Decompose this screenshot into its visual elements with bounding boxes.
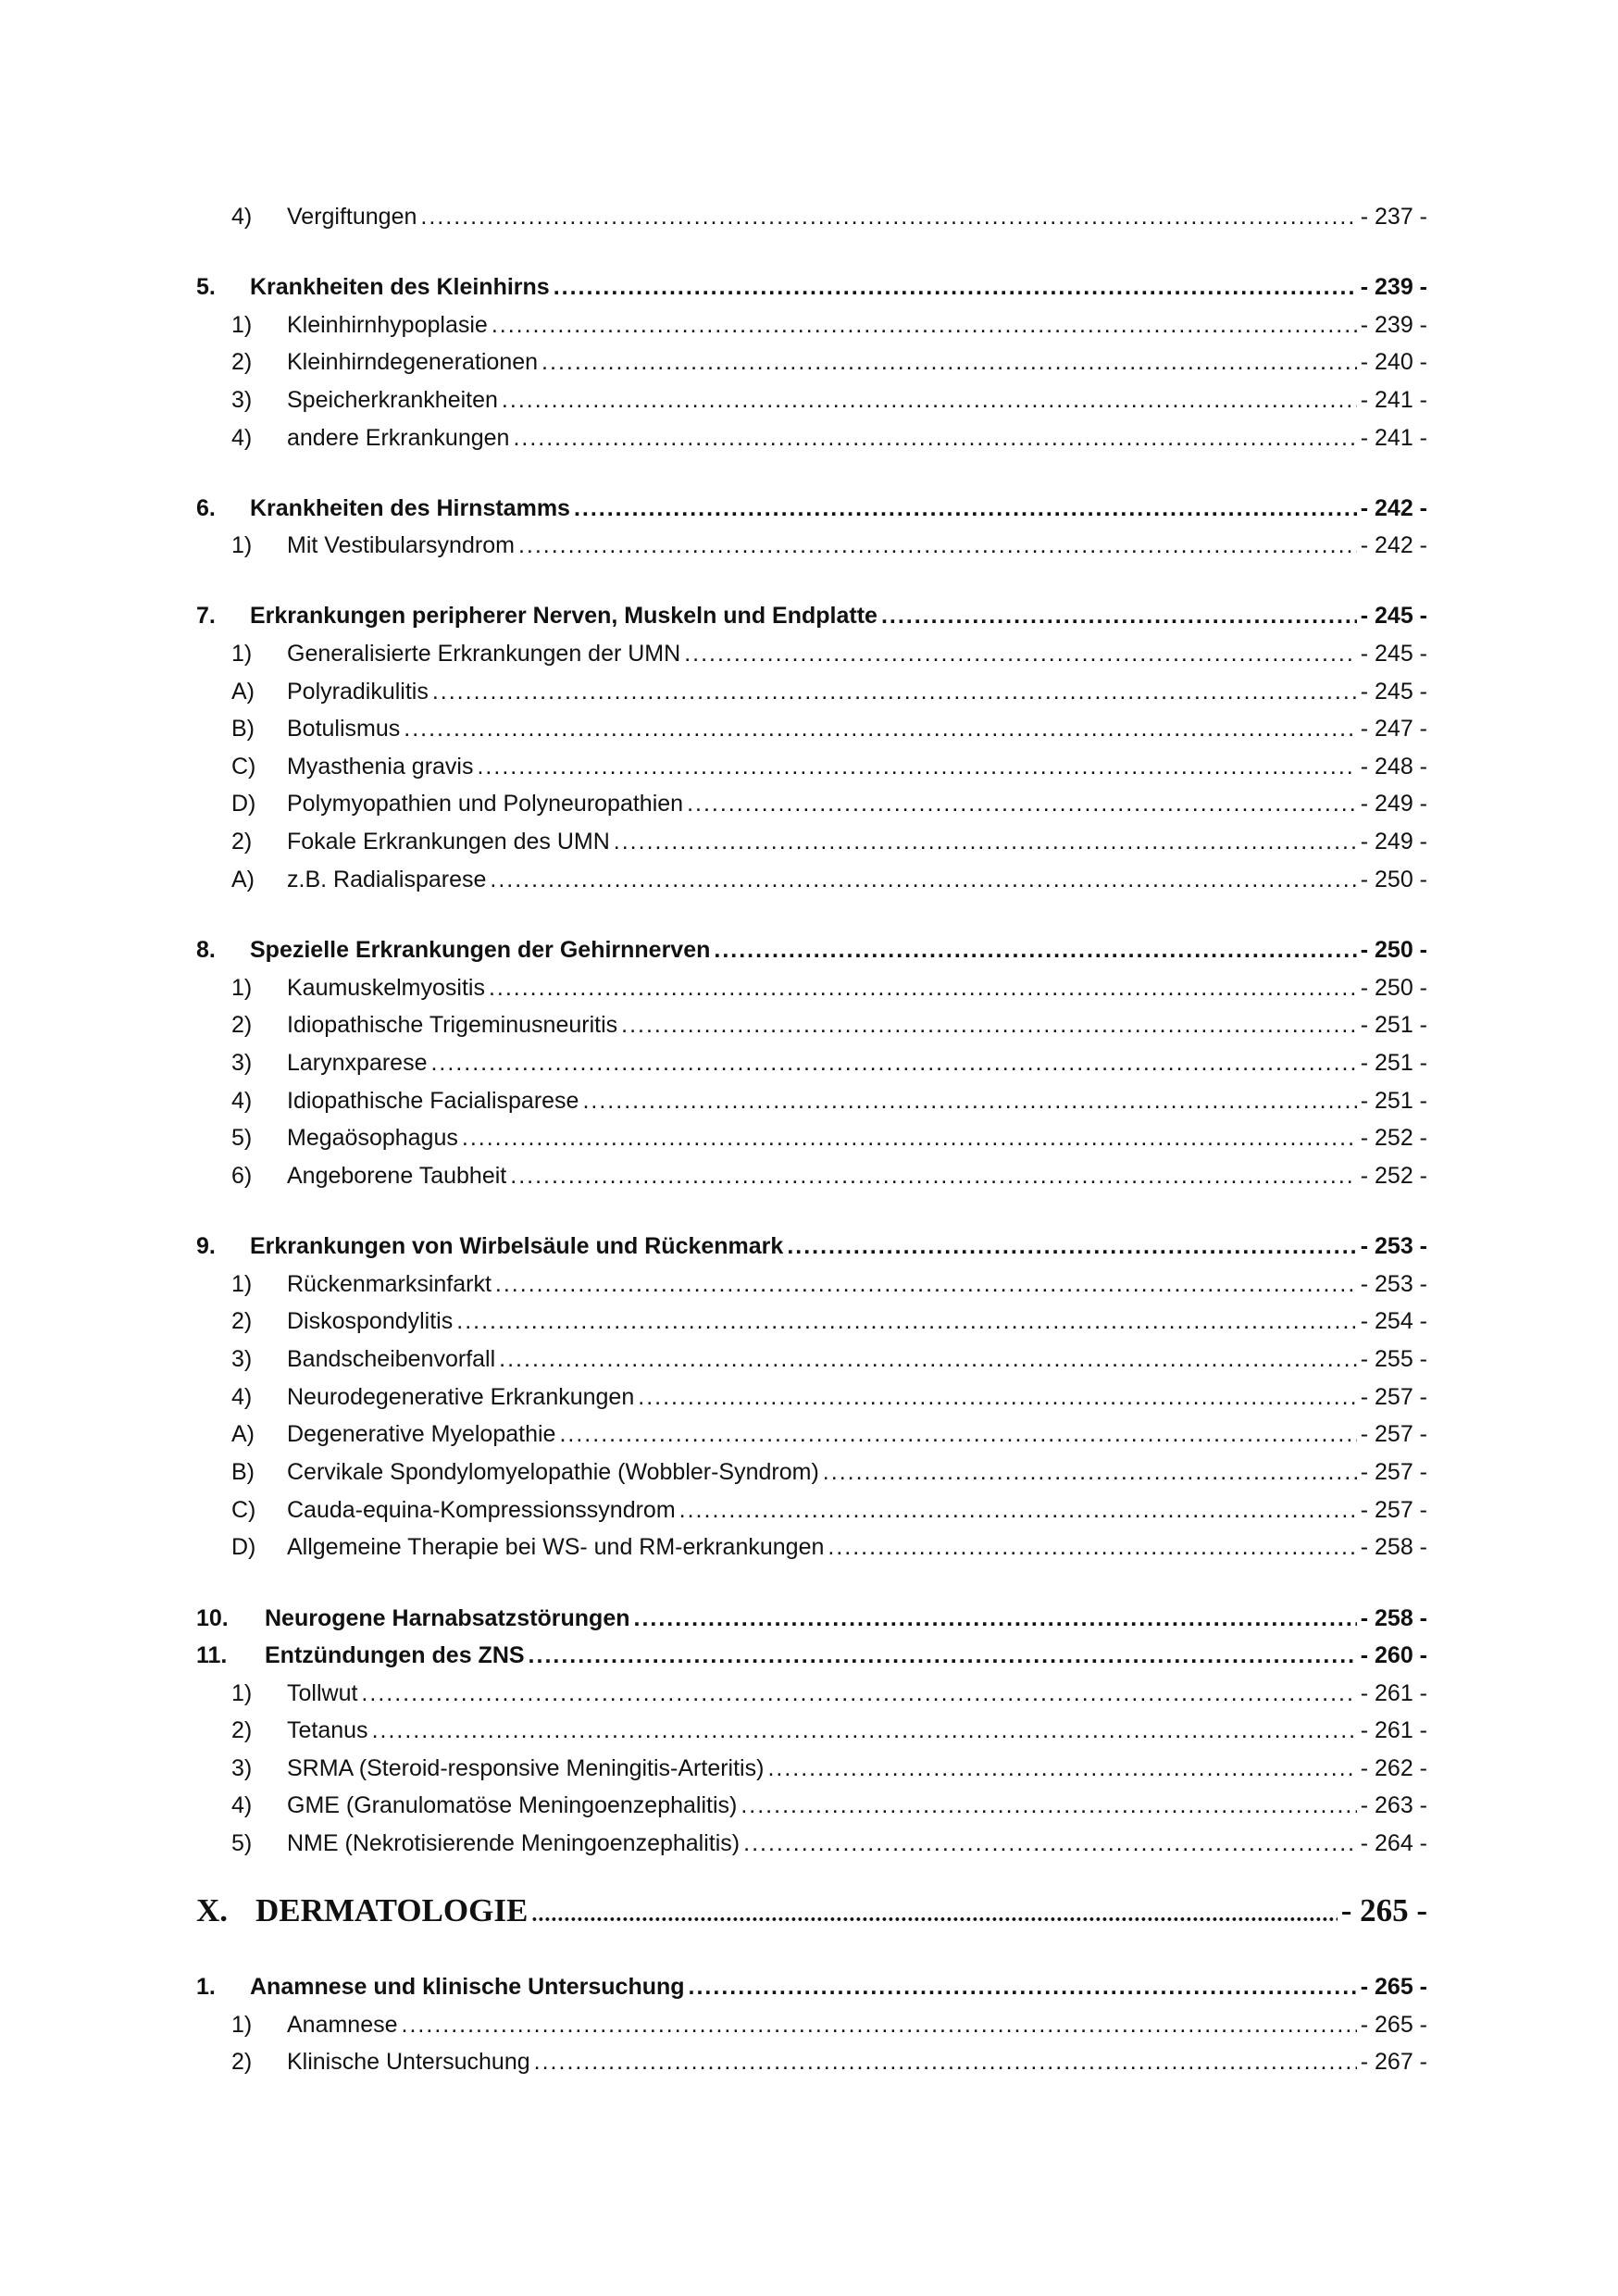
toc-leader-dots [634, 1602, 1357, 1635]
toc-page-number: - 263 - [1360, 1792, 1427, 1818]
toc-leader-dots [559, 1417, 1356, 1451]
toc-number: 1) [231, 641, 253, 667]
toc-number: 11. [196, 1642, 228, 1668]
toc-entry[interactable] [196, 1752, 1427, 1785]
toc-page-number: - 258 - [1360, 1534, 1427, 1560]
toc-number: 3) [231, 387, 253, 413]
toc-entry[interactable] [196, 787, 1427, 820]
toc-title: Botulismus [287, 716, 401, 742]
toc-entry[interactable] [196, 345, 1427, 379]
toc-number: C) [231, 1497, 256, 1523]
toc-leader-dots [638, 1380, 1356, 1414]
toc-leader-dots [518, 529, 1357, 562]
toc-number: 3) [231, 1050, 253, 1076]
toc-page-number: - 241 - [1360, 425, 1427, 451]
toc-leader-dots [420, 200, 1356, 233]
toc-page-number: - 253 - [1360, 1233, 1427, 1259]
toc-number: 4) [231, 1384, 253, 1410]
toc-page-number: - 247 - [1360, 716, 1427, 742]
toc-page-number: - 260 - [1360, 1642, 1427, 1668]
toc-leader-dots [402, 2008, 1357, 2041]
toc-leader-dots [823, 1455, 1357, 1489]
toc-leader-dots [499, 1342, 1357, 1376]
toc-page-number: - 253 - [1360, 1271, 1427, 1297]
toc-leader-dots [372, 1714, 1357, 1747]
toc-page-number: - 250 - [1360, 867, 1427, 892]
toc-entry[interactable] [196, 200, 1427, 233]
toc-title: Polyradikulitis [287, 679, 429, 705]
toc-number: 8. [196, 937, 216, 963]
toc-page-number: - 252 - [1360, 1125, 1427, 1151]
toc-entry[interactable] [196, 529, 1427, 562]
toc-page-number: - 251 - [1360, 1088, 1427, 1114]
toc-title: Fokale Erkrankungen des UMN [287, 829, 610, 855]
toc-leader-dots [621, 1008, 1357, 1042]
toc-entry[interactable] [196, 308, 1427, 342]
toc-title: Rückenmarksinfarkt [287, 1271, 492, 1297]
toc-title: Myasthenia gravis [287, 754, 474, 780]
toc-page-number: - 240 - [1360, 349, 1427, 375]
toc-page-number: - 255 - [1360, 1346, 1427, 1372]
toc-number: 1) [231, 312, 253, 338]
toc-page-number: - 254 - [1360, 1308, 1427, 1334]
toc-title: Allgemeine Therapie bei WS- und RM-erkrankungen [287, 1534, 825, 1560]
toc-entry[interactable] [196, 1827, 1427, 1860]
toc-leader-dots [534, 2045, 1357, 2078]
toc-leader-dots [529, 1639, 1357, 1672]
toc-leader-dots [404, 712, 1356, 745]
toc-page-number: - 262 - [1360, 1755, 1427, 1781]
toc-number: A) [231, 679, 255, 705]
toc-entry[interactable] [196, 1121, 1427, 1154]
toc-leader-dots [432, 675, 1357, 708]
toc-section[interactable] [196, 270, 1427, 304]
toc-page-number: - 265 - [1360, 2012, 1427, 2038]
toc-title: Tollwut [287, 1680, 358, 1706]
toc-title: DERMATOLOGIE [255, 1892, 529, 1928]
toc-entry[interactable] [196, 971, 1427, 1004]
toc-title: Speicherkrankheiten [287, 387, 498, 413]
toc-number: 2) [231, 1308, 253, 1334]
toc-leader-dots [767, 1752, 1356, 1785]
toc-page-number: - 248 - [1360, 754, 1427, 780]
toc-entry[interactable] [196, 1417, 1427, 1451]
toc-leader-dots [502, 383, 1357, 417]
toc-title: Degenerative Myelopathie [287, 1421, 556, 1447]
toc-page-number: - 249 - [1360, 829, 1427, 855]
toc-leader-dots [490, 863, 1356, 896]
toc-number: 1) [231, 975, 253, 1001]
toc-page-number: - 249 - [1360, 791, 1427, 817]
toc-leader-dots [881, 599, 1357, 632]
toc-number: 4) [231, 1792, 253, 1818]
toc-number: 2) [231, 1717, 253, 1743]
toc-number: 1. [196, 1974, 216, 2000]
toc-number: B) [231, 716, 255, 742]
toc-leader-dots [743, 1827, 1357, 1860]
toc-number: D) [231, 1534, 256, 1560]
toc-title: Cervikale Spondylomyelopathie (Wobbler-Syndrom) [287, 1459, 819, 1485]
toc-number: 1) [231, 1271, 253, 1297]
toc-title: Generalisierte Erkrankungen der UMN [287, 641, 681, 667]
toc-entry[interactable] [196, 750, 1427, 783]
toc-entry[interactable] [196, 637, 1427, 670]
toc-title: SRMA (Steroid-responsive Meningitis-Arteritis) [287, 1755, 765, 1781]
toc-title: Kleinhirnhypoplasie [287, 312, 488, 338]
toc-number: 2) [231, 1012, 253, 1038]
toc-number: 2) [231, 829, 253, 855]
toc-entry[interactable] [196, 1530, 1427, 1564]
toc-leader-dots [541, 345, 1357, 379]
toc-page-number: - 242 - [1360, 495, 1427, 521]
toc-leader-dots [787, 1229, 1356, 1263]
toc-section[interactable] [196, 933, 1427, 967]
toc-page-number: - 245 - [1360, 641, 1427, 667]
toc-title: GME (Granulomatöse Meningoenzephalitis) [287, 1792, 738, 1818]
toc-number: A) [231, 867, 255, 892]
toc-entry[interactable] [196, 1304, 1427, 1338]
toc-section[interactable] [196, 599, 1427, 632]
toc-title: Diskospondylitis [287, 1308, 454, 1334]
toc-number: 1) [231, 532, 253, 558]
toc-leader-dots [361, 1677, 1356, 1710]
toc-title: Krankheiten des Kleinhirns [250, 274, 550, 300]
toc-page-number: - 252 - [1360, 1163, 1427, 1189]
toc-title: Entzündungen des ZNS [265, 1642, 525, 1668]
toc-page-number: - 242 - [1360, 532, 1427, 558]
toc-leader-dots [477, 750, 1356, 783]
toc-section[interactable] [196, 492, 1427, 525]
toc-entry[interactable] [196, 421, 1427, 455]
toc-leader-dots [684, 637, 1357, 670]
toc-title: Kleinhirndegenerationen [287, 349, 539, 375]
toc-number: C) [231, 754, 256, 780]
toc-page-number: - 245 - [1360, 603, 1427, 629]
toc-title: Idiopathische Facialisparese [287, 1088, 579, 1114]
toc-title: Erkrankungen peripherer Nerven, Muskeln und Endplatte [250, 603, 877, 629]
toc-entry[interactable] [196, 1714, 1427, 1747]
toc-entry[interactable] [196, 1493, 1427, 1527]
toc-number: 1) [231, 2012, 253, 2038]
toc-title: Kaumuskelmyositis [287, 975, 485, 1001]
toc-page-number: - 257 - [1360, 1497, 1427, 1523]
toc-number: 6. [196, 495, 216, 521]
toc-number: B) [231, 1459, 255, 1485]
toc-title: Tetanus [287, 1717, 368, 1743]
toc-title: Megaösophagus [287, 1125, 458, 1151]
toc-title: Angeborene Taubheit [287, 1163, 507, 1189]
toc-title: Mit Vestibularsyndrom [287, 532, 515, 558]
toc-title: Anamnese und klinische Untersuchung [250, 1974, 685, 2000]
toc-leader-dots [462, 1121, 1357, 1154]
toc-chapter[interactable] [196, 1890, 1427, 1932]
toc-entry[interactable] [196, 712, 1427, 745]
toc-title: Polymyopathien und Polyneuropathien [287, 791, 684, 817]
toc-number: 4) [231, 1088, 253, 1114]
toc-page-number: - 241 - [1360, 387, 1427, 413]
toc-entry[interactable] [196, 1342, 1427, 1376]
toc-title: Vergiftungen [287, 204, 417, 230]
toc-leader-dots [689, 1970, 1357, 2003]
toc-page-number: - 237 - [1360, 204, 1427, 230]
toc-leader-dots [679, 1493, 1357, 1527]
toc-entry[interactable] [196, 1380, 1427, 1414]
toc-section[interactable] [196, 1229, 1427, 1263]
toc-number: 2) [231, 349, 253, 375]
toc-leader-dots [614, 825, 1357, 858]
toc-number: 3) [231, 1755, 253, 1781]
toc-leader-dots [574, 492, 1357, 525]
toc-number: 5. [196, 274, 216, 300]
toc-leader-dots [492, 308, 1357, 342]
toc-title: Spezielle Erkrankungen der Gehirnnerven [250, 937, 711, 963]
toc-entry[interactable] [196, 1789, 1427, 1822]
toc-page-number: - 265 - [1340, 1892, 1427, 1928]
toc-page-number: - 267 - [1360, 2049, 1427, 2075]
toc-leader-dots [513, 421, 1356, 455]
toc-page-number: - 250 - [1360, 937, 1427, 963]
toc-number: 1) [231, 1680, 253, 1706]
toc-number: A) [231, 1421, 255, 1447]
toc-title: Erkrankungen von Wirbelsäule und Rückenmark [250, 1233, 784, 1259]
toc-leader-dots [531, 1893, 1337, 1936]
toc-entry[interactable] [196, 1267, 1427, 1301]
toc-entry[interactable] [196, 1046, 1427, 1079]
toc-title: z.B. Radialisparese [287, 867, 487, 892]
toc-entry[interactable] [196, 2008, 1427, 2041]
toc-title: Cauda-equina-Kompressionssyndrom [287, 1497, 676, 1523]
toc-number: 2) [231, 2049, 253, 2075]
toc-title: Klinische Untersuchung [287, 2049, 530, 2075]
toc-number: 7. [196, 603, 216, 629]
toc-page-number: - 251 - [1360, 1012, 1427, 1038]
toc-number: 9. [196, 1233, 216, 1259]
toc-number: 4) [231, 425, 253, 451]
toc-entry[interactable] [196, 1084, 1427, 1117]
toc-leader-dots [495, 1267, 1357, 1301]
toc-number: 5) [231, 1830, 253, 1856]
toc-leader-dots [687, 787, 1357, 820]
toc-title: Krankheiten des Hirnstamms [250, 495, 570, 521]
toc-title: Bandscheibenvorfall [287, 1346, 496, 1372]
toc-page-number: - 257 - [1360, 1459, 1427, 1485]
toc-number: X. [196, 1892, 229, 1928]
toc-page-number: - 258 - [1360, 1605, 1427, 1631]
toc-page-number: - 261 - [1360, 1717, 1427, 1743]
toc-number: 3) [231, 1346, 253, 1372]
toc-leader-dots [554, 270, 1357, 304]
toc-leader-dots [456, 1304, 1356, 1338]
toc-title: Anamnese [287, 2012, 398, 2038]
toc-page-number: - 261 - [1360, 1680, 1427, 1706]
toc-leader-dots [430, 1046, 1356, 1079]
toc-section[interactable] [196, 1602, 1427, 1635]
toc-title: andere Erkrankungen [287, 425, 510, 451]
toc-entry[interactable] [196, 2045, 1427, 2078]
toc-entry[interactable] [196, 825, 1427, 858]
toc-page-number: - 257 - [1360, 1421, 1427, 1447]
toc-title: Neurogene Harnabsatzstörungen [265, 1605, 630, 1631]
toc-page-number: - 239 - [1360, 312, 1427, 338]
toc-page-number: - 264 - [1360, 1830, 1427, 1856]
toc-page-number: - 245 - [1360, 679, 1427, 705]
toc-page-number: - 250 - [1360, 975, 1427, 1001]
toc-title: Neurodegenerative Erkrankungen [287, 1384, 635, 1410]
toc-section[interactable] [196, 1639, 1427, 1672]
toc-page-number: - 251 - [1360, 1050, 1427, 1076]
toc-number: 6) [231, 1163, 253, 1189]
toc-page-number: - 257 - [1360, 1384, 1427, 1410]
toc-title: NME (Nekrotisierende Meningoenzephalitis) [287, 1830, 741, 1856]
toc-entry[interactable] [196, 675, 1427, 708]
toc-leader-dots [582, 1084, 1356, 1117]
toc-page-number: - 265 - [1360, 1974, 1427, 2000]
toc-entry[interactable] [196, 1008, 1427, 1042]
toc-number: 10. [196, 1605, 229, 1631]
toc-leader-dots [489, 971, 1357, 1004]
toc-title: Idiopathische Trigeminusneuritis [287, 1012, 618, 1038]
toc-section[interactable] [196, 1970, 1427, 2003]
toc-entry[interactable] [196, 383, 1427, 417]
toc-leader-dots [741, 1789, 1356, 1822]
toc-number: 4) [231, 204, 253, 230]
toc-entry[interactable] [196, 1159, 1427, 1192]
toc-leader-dots [828, 1530, 1356, 1564]
toc-leader-dots [714, 933, 1356, 967]
toc-page-number: - 239 - [1360, 274, 1427, 300]
toc-entry[interactable] [196, 863, 1427, 896]
toc-leader-dots [510, 1159, 1356, 1192]
toc-number: D) [231, 791, 256, 817]
toc-title: Larynxparese [287, 1050, 428, 1076]
toc-entry[interactable] [196, 1455, 1427, 1489]
toc-number: 5) [231, 1125, 253, 1151]
toc-entry[interactable] [196, 1677, 1427, 1710]
